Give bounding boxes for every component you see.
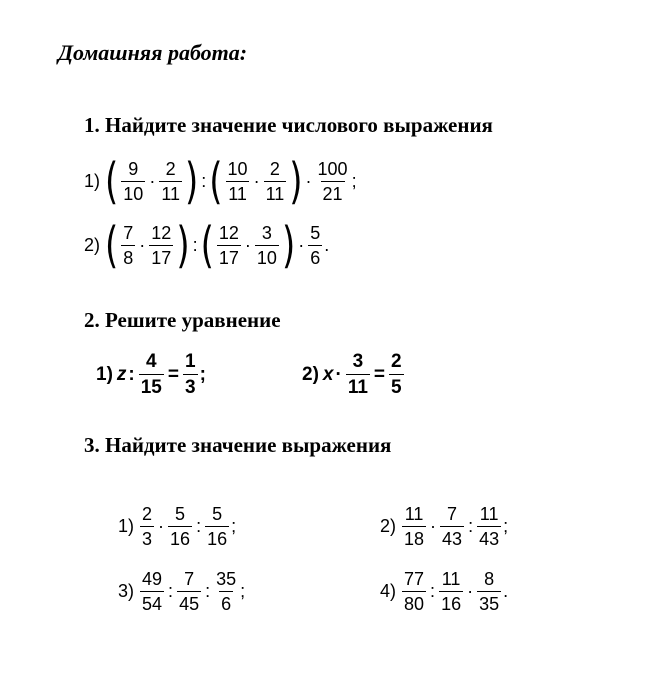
task1-expression-1: [84, 152, 357, 211]
expr-label: 1): [96, 363, 113, 385]
right-paren: ): [289, 152, 303, 211]
task3-expression-1: [118, 505, 236, 548]
fraction: $\frac{11}{16}$: [441, 569, 462, 614]
task1-expression-2: [84, 216, 330, 275]
fraction: $\frac{5}{6}$: [310, 223, 321, 268]
right-paren: ): [185, 152, 199, 211]
fraction: $\frac{11}{18}$: [404, 504, 425, 549]
right-paren: ): [176, 216, 190, 275]
punctuation: ;: [240, 581, 246, 601]
right-paren: ): [281, 216, 296, 275]
fraction: $\frac{12}{17}$: [151, 223, 172, 268]
fraction: $\frac{7}{45}$: [179, 569, 200, 614]
task2-heading: 2. Решите уравнение: [84, 308, 281, 332]
fraction: $\frac{49}{54}$: [142, 569, 163, 614]
fraction: $\frac{77}{80}$: [404, 569, 425, 614]
multiply-sign: ·: [253, 171, 260, 191]
punctuation: ;: [199, 363, 206, 385]
left-paren: (: [105, 216, 119, 275]
task2-equation-2: [302, 352, 406, 397]
punctuation: ;: [351, 171, 357, 191]
fraction: $\frac{7}{8}$: [123, 223, 134, 268]
fraction: $\frac{12}{17}$: [218, 223, 239, 268]
multiply-sign: ·: [139, 235, 146, 255]
expr-label: 1): [118, 516, 135, 536]
multiply-sign: ·: [244, 235, 251, 255]
operator: ·: [430, 516, 437, 536]
fraction: $\frac{1}{3}$: [184, 351, 196, 398]
fraction: $\frac{10}{11}$: [227, 159, 248, 204]
divide-sign: :: [201, 171, 207, 191]
punctuation: ;: [231, 516, 237, 536]
punctuation: .: [503, 581, 509, 601]
task2-equation-1: [96, 352, 206, 397]
left-paren: (: [209, 152, 223, 211]
expr-label: 2): [302, 363, 319, 385]
expr-label: 3): [118, 581, 135, 601]
expr-label: 4): [380, 581, 397, 601]
operator: :: [205, 581, 211, 601]
left-paren: (: [200, 216, 214, 275]
fraction: $\frac{4}{15}$: [140, 351, 162, 398]
fraction: $\frac{8}{35}$: [479, 569, 500, 614]
variable: x: [322, 363, 334, 385]
operator: :: [468, 516, 474, 536]
multiply-sign: ·: [298, 235, 305, 255]
fraction: $\frac{2}{5}$: [391, 351, 402, 398]
punctuation: ;: [503, 516, 509, 536]
fraction: $\frac{11}{43}$: [479, 504, 500, 549]
expr-label: 2): [380, 516, 397, 536]
operator: ·: [158, 516, 165, 536]
fraction: $\frac{2}{11}$: [265, 159, 285, 204]
page-title: Домашняя работа:: [58, 40, 248, 65]
task3-expression-3: [118, 570, 245, 613]
expr-label: 1): [84, 171, 101, 191]
divide-sign: :: [128, 363, 135, 385]
task3-heading: 3. Найдите значение выражения: [84, 433, 392, 457]
fraction: $\frac{9}{10}$: [123, 159, 144, 204]
fraction: $\frac{2}{3}$: [142, 504, 153, 549]
fraction: $\frac{100}{21}$: [317, 159, 348, 204]
punctuation: .: [324, 235, 330, 255]
operator: :: [196, 516, 202, 536]
fraction: $\frac{7}{43}$: [442, 504, 463, 549]
left-paren: (: [105, 152, 119, 211]
task1-heading: 1. Найдите значение числового выражения: [84, 113, 493, 137]
multiply-sign: ·: [335, 363, 342, 385]
fraction: $\frac{3}{10}$: [256, 223, 277, 268]
task3-expression-4: [380, 570, 508, 613]
fraction: $\frac{35}{6}$: [216, 569, 237, 614]
equals-sign: =: [167, 363, 179, 385]
operator: :: [430, 581, 436, 601]
equals-sign: =: [373, 363, 386, 385]
fraction: $\frac{2}{11}$: [161, 159, 180, 204]
fraction: $\frac{5}{16}$: [207, 504, 228, 549]
expr-label: 2): [84, 235, 101, 255]
operator: ·: [467, 581, 474, 601]
multiply-sign: ·: [149, 171, 156, 191]
fraction: $\frac{3}{11}$: [347, 351, 368, 398]
multiply-sign: ·: [305, 171, 312, 191]
task3-expression-2: [380, 505, 508, 548]
operator: :: [168, 581, 174, 601]
fraction: $\frac{5}{16}$: [170, 504, 191, 549]
variable: z: [116, 363, 127, 385]
divide-sign: :: [192, 235, 198, 255]
